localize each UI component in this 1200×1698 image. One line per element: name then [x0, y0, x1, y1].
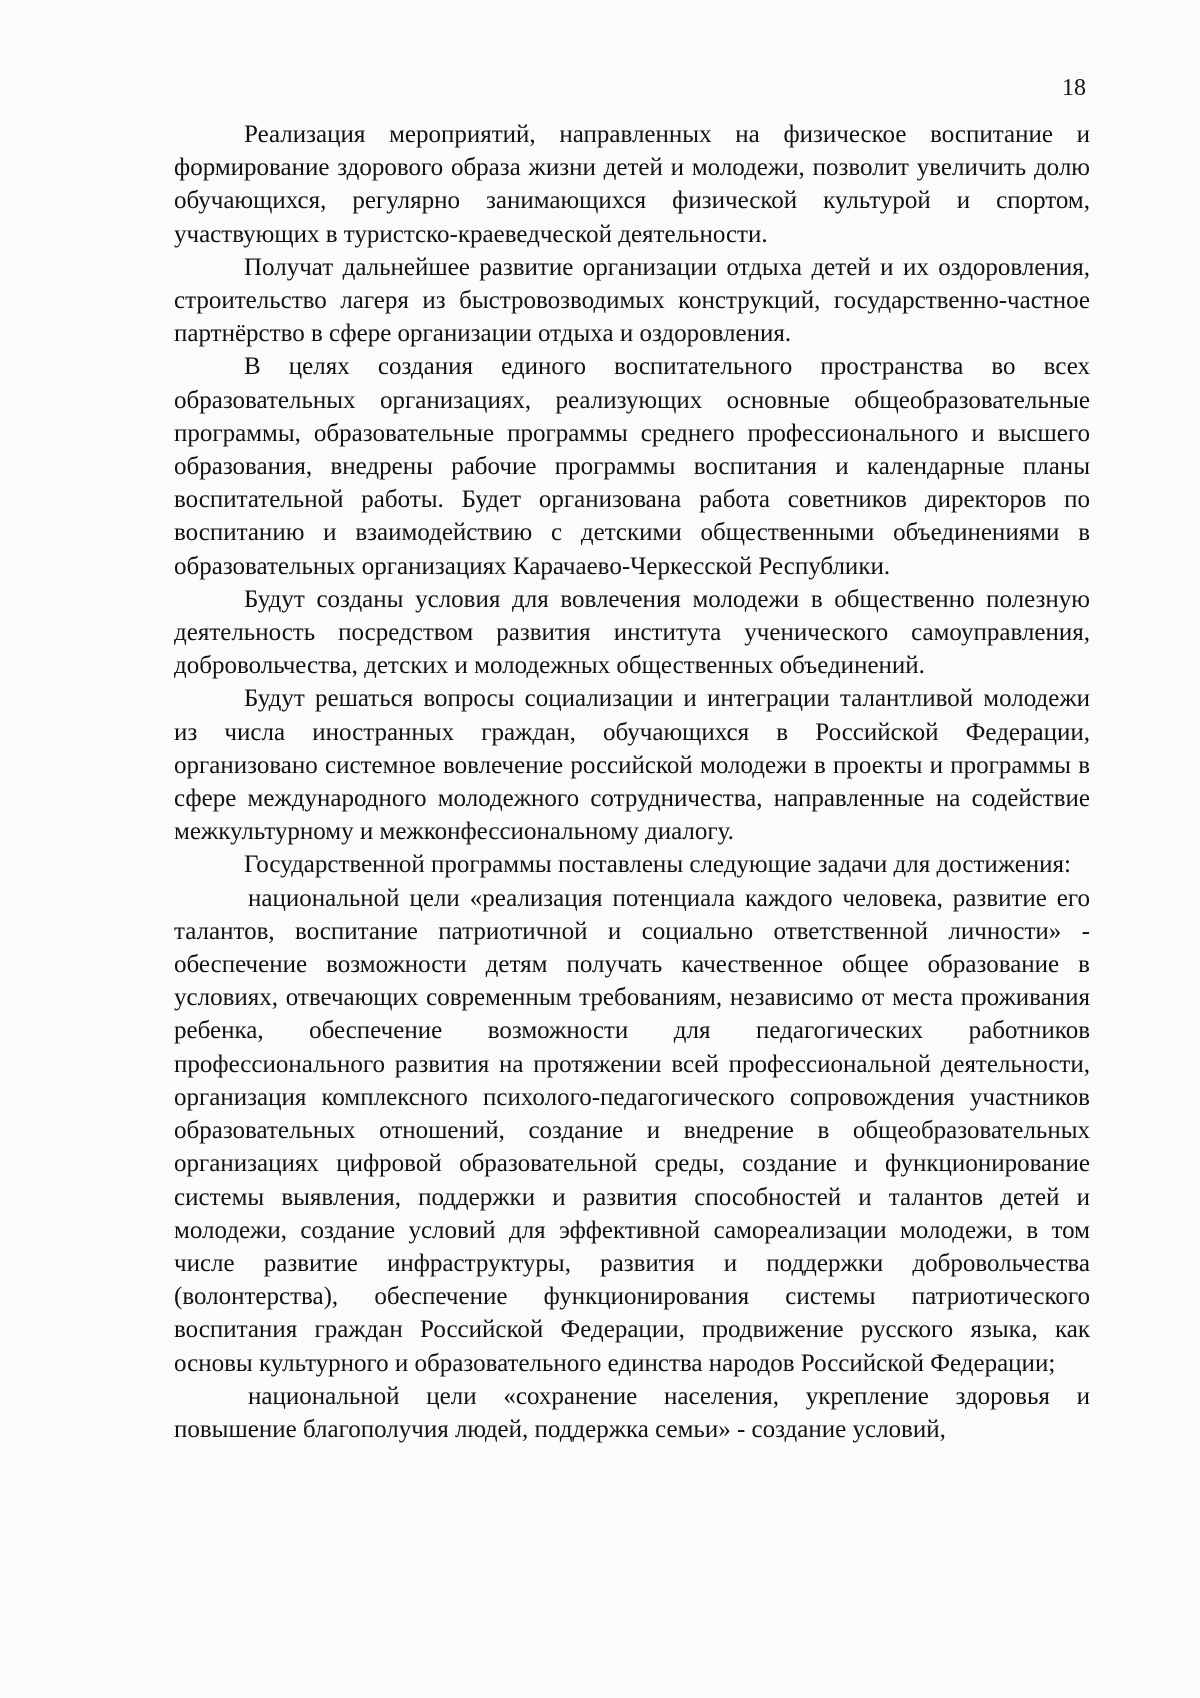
paragraph-international-youth: Будут решаться вопросы социализации и интеграции талантливой молодежи из числа иностранных граждан, обучающихся в Российской Федерации, организовано системное вовлечение российской молодежи в проекты и программы в сфере международного молодежного сотрудничества, направленные на содействие межкультурному и межконфессиональному диалогу. [174, 685, 1090, 846]
paragraph-youth-engagement: Будут созданы условия для вовлечения молодежи в общественно полезную деятельность посредством развития института ученического самоуправления, добровольчества, детских и молодежных общественных объединений. [174, 585, 1090, 680]
paragraph-recreation: Получат дальнейшее развитие организации отдыха детей и их оздоровления, строительство лагеря из быстровозводимых конструкций, государственно-частное партнёрство в сфере организации отдыха и оздоровления. [174, 253, 1090, 348]
document-body [174, 118, 1090, 1446]
paragraph-national-goal-potential: национальной цели «реализация потенциала каждого человека, развитие его талантов, воспитание патриотичной и социально ответственной личности» - обеспечение возможности детям получать качественное общее образование в условиях, отвечающих современным требованиям, независимо от места проживания ребенка, обеспечение возможности для педагогических работников профессионального развития на протяжении всей профессиональной деятельности, организация комплексного психолого-педагогического сопровождения участников образовательных отношений, создание и внедрение в общеобразовательных организациях цифровой образовательной среды, создание и функционирование системы выявления, поддержки и развития способностей и талантов детей и молодежи, создание условий для эффективной самореализации молодежи, в том числе развитие инфраструктуры, развития и поддержки добровольчества (волонтерства), обеспечение функционирования системы патриотического воспитания граждан Российской Федерации, продвижение русского языка, как основы культурного и образовательного единства народов Российской Федерации; [174, 884, 1090, 1377]
paragraph-program-tasks-intro: Государственной программы поставлены следующие задачи для достижения: [244, 851, 1071, 879]
page-number: 18 [1062, 75, 1086, 101]
paragraph-national-goal-population: национальной цели «сохранение населения, укрепление здоровья и повышение благополучия людей, поддержка семьи» - создание условий, [174, 1382, 1090, 1443]
paragraph-physical-education: Реализация мероприятий, направленных на физическое воспитание и формирование здорового образа жизни детей и молодежи, позволит увеличить долю обучающихся, регулярно занимающихся физической культурой и спортом, участвующих в туристско-краеведческой деятельности. [174, 121, 1090, 248]
paragraph-educational-space: В целях создания единого воспитательного пространства во всех образовательных организациях, реализующих основные общеобразовательные программы, образовательные программы среднего профессионального и высшего образования, внедрены рабочие программы воспитания и календарные планы воспитательной работы. Будет организована работа советников директоров по воспитанию и взаимодействию с детскими общественными объединениями в образовательных организациях Карачаево-Черкесской Республики. [174, 353, 1090, 580]
